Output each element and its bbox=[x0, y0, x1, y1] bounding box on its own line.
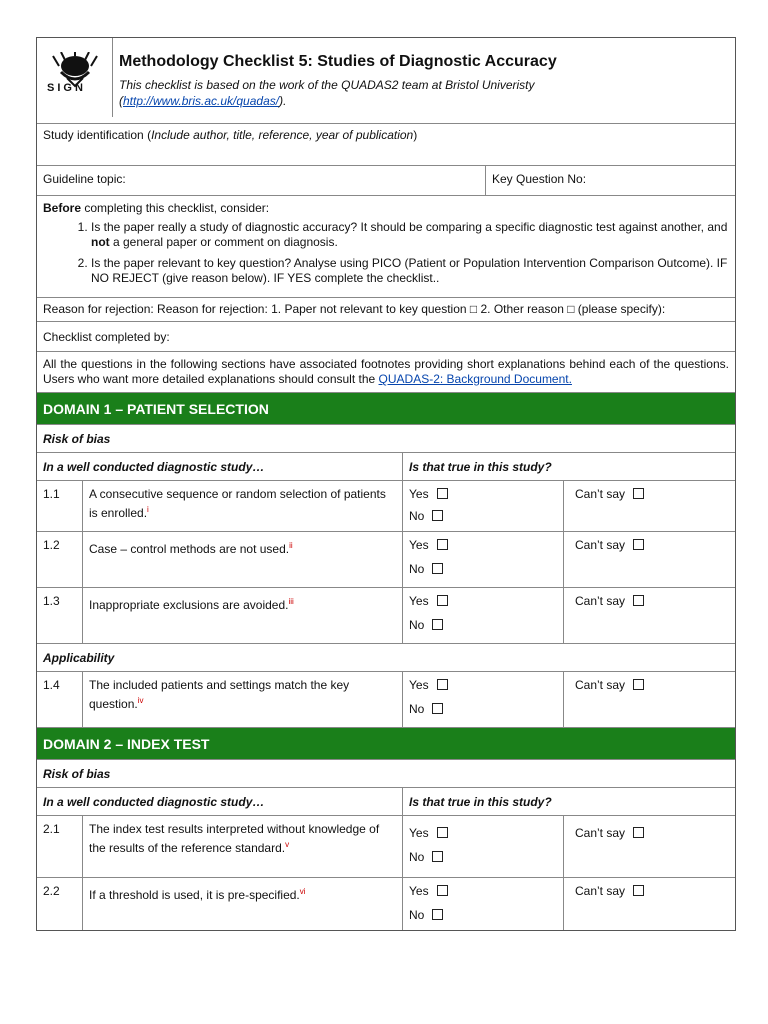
cant-say-label: Can’t say bbox=[575, 678, 626, 692]
answer-divider bbox=[563, 532, 564, 587]
no-label: No bbox=[409, 509, 425, 523]
cant-say-label: Can’t say bbox=[575, 884, 626, 898]
question-text bbox=[83, 481, 403, 531]
cant-say-label: Can’t say bbox=[575, 538, 626, 552]
cant-say-label: Can’t say bbox=[575, 487, 626, 501]
rejection-reason[interactable]: Reason for rejection: Reason for rejection: 1. Paper not relevant to key question □ 2. Other reason □ (please specify): bbox=[37, 298, 735, 322]
question-row-2-1 bbox=[37, 816, 735, 878]
no-option[interactable] bbox=[409, 908, 443, 922]
cant-say-checkbox[interactable] bbox=[633, 885, 644, 896]
question-header-row bbox=[37, 788, 735, 816]
question-number: 1.4 bbox=[37, 672, 83, 727]
risk-of-bias-label: Risk of bias bbox=[37, 425, 735, 453]
question-text-content: If a threshold is used, it is pre-specified. bbox=[89, 888, 300, 902]
answer-cell bbox=[403, 672, 733, 727]
question-text-content: The included patients and settings match the key question. bbox=[89, 678, 350, 711]
question-number: 2.2 bbox=[37, 878, 83, 930]
question-row-1-3 bbox=[37, 588, 735, 644]
no-checkbox[interactable] bbox=[432, 510, 443, 521]
footnote-intro-text: All the questions in the following sections have associated footnotes providing short explanations behind each of the questions. Users who want more detailed explanations should consult the bbox=[43, 357, 729, 386]
domain-2-header: DOMAIN 2 – INDEX TEST bbox=[37, 728, 735, 760]
footnote-marker: ii bbox=[289, 541, 293, 550]
yes-option[interactable] bbox=[409, 826, 448, 840]
question-row-1-1 bbox=[37, 481, 735, 532]
quadas-link[interactable]: http://www.bris.ac.uk/quadas/ bbox=[123, 94, 280, 108]
question-row-1-2 bbox=[37, 532, 735, 588]
yes-checkbox[interactable] bbox=[437, 885, 448, 896]
yes-option[interactable] bbox=[409, 487, 448, 501]
answer-column-header: Is that true in this study? bbox=[409, 795, 552, 809]
domain-1-header: DOMAIN 1 – PATIENT SELECTION bbox=[37, 393, 735, 425]
answer-cell bbox=[403, 878, 733, 930]
answer-divider bbox=[563, 481, 564, 531]
cant-say-option[interactable] bbox=[575, 487, 644, 501]
footnote-marker: iv bbox=[137, 696, 144, 705]
yes-checkbox[interactable] bbox=[437, 539, 448, 550]
yes-checkbox[interactable] bbox=[437, 679, 448, 690]
cant-say-option[interactable] bbox=[575, 884, 644, 898]
checklist-header bbox=[37, 38, 735, 124]
yes-label: Yes bbox=[409, 678, 429, 692]
cant-say-label: Can’t say bbox=[575, 826, 626, 840]
applicability-label: Applicability bbox=[37, 644, 735, 672]
study-identification-field[interactable] bbox=[37, 124, 735, 166]
before-instructions bbox=[37, 196, 735, 298]
footnote-marker: vi bbox=[299, 887, 306, 896]
subtitle-close: ). bbox=[279, 94, 287, 108]
answer-column-header: Is that true in this study? bbox=[409, 460, 552, 474]
yes-option[interactable] bbox=[409, 538, 448, 552]
completed-by-field[interactable]: Checklist completed by: bbox=[37, 322, 735, 352]
question-number: 2.1 bbox=[37, 816, 83, 877]
before-item-1 bbox=[91, 220, 729, 250]
yes-checkbox[interactable] bbox=[437, 595, 448, 606]
key-question-field[interactable]: Key Question No: bbox=[492, 172, 587, 186]
cant-say-label: Can’t say bbox=[575, 594, 626, 608]
question-text bbox=[83, 532, 403, 587]
answer-cell bbox=[403, 588, 733, 643]
quadas-background-link[interactable]: QUADAS-2: Background Document. bbox=[378, 372, 572, 386]
no-label: No bbox=[409, 908, 425, 922]
no-option[interactable] bbox=[409, 618, 443, 632]
answer-divider bbox=[563, 816, 564, 877]
no-label: No bbox=[409, 562, 425, 576]
answer-cell bbox=[403, 816, 733, 877]
cant-say-option[interactable] bbox=[575, 826, 644, 840]
footnote-marker: v bbox=[285, 840, 290, 849]
no-label: No bbox=[409, 850, 425, 864]
yes-label: Yes bbox=[409, 884, 429, 898]
question-text-content: A consecutive sequence or random selection of patients is enrolled. bbox=[89, 487, 386, 520]
before-rest: completing this checklist, consider: bbox=[81, 201, 270, 215]
yes-option[interactable] bbox=[409, 884, 448, 898]
subtitle-open: ( bbox=[119, 94, 123, 108]
study-id-label: Study identification ( bbox=[43, 128, 152, 142]
cant-say-checkbox[interactable] bbox=[633, 679, 644, 690]
logo-divider bbox=[112, 38, 113, 117]
question-text-content: Case – control methods are not used. bbox=[89, 542, 290, 556]
yes-option[interactable] bbox=[409, 594, 448, 608]
no-label: No bbox=[409, 618, 425, 632]
question-text bbox=[83, 816, 403, 877]
no-checkbox[interactable] bbox=[432, 619, 443, 630]
logo-text: SIGN bbox=[47, 82, 86, 94]
risk-of-bias-label: Risk of bias bbox=[37, 760, 735, 788]
yes-checkbox[interactable] bbox=[437, 827, 448, 838]
no-checkbox[interactable] bbox=[432, 703, 443, 714]
yes-label: Yes bbox=[409, 594, 429, 608]
cant-say-checkbox[interactable] bbox=[633, 827, 644, 838]
no-checkbox[interactable] bbox=[432, 851, 443, 862]
page-subtitle bbox=[119, 77, 679, 109]
cant-say-checkbox[interactable] bbox=[633, 595, 644, 606]
yes-checkbox[interactable] bbox=[437, 488, 448, 499]
before-list bbox=[43, 220, 729, 286]
cant-say-option[interactable] bbox=[575, 678, 644, 692]
before-item-1-text-a: Is the paper really a study of diagnostic accuracy? It should be comparing a specific diagnostic test against another, and bbox=[91, 220, 728, 234]
no-label: No bbox=[409, 702, 425, 716]
no-option[interactable] bbox=[409, 702, 443, 716]
guideline-topic-field[interactable]: Guideline topic: bbox=[37, 166, 486, 195]
no-option[interactable] bbox=[409, 562, 443, 576]
yes-label: Yes bbox=[409, 487, 429, 501]
before-item-1-bold: not bbox=[91, 235, 110, 249]
no-checkbox[interactable] bbox=[432, 909, 443, 920]
question-number: 1.2 bbox=[37, 532, 83, 587]
before-item-1-text-b: a general paper or comment on diagnosis. bbox=[109, 235, 338, 249]
question-text bbox=[83, 878, 403, 930]
answer-cell bbox=[403, 481, 733, 531]
footnote-marker: iii bbox=[288, 597, 294, 606]
footnote-marker: i bbox=[147, 505, 149, 514]
question-row-2-2 bbox=[37, 878, 735, 930]
question-column-header: In a well conducted diagnostic study… bbox=[37, 453, 403, 480]
question-column-header: In a well conducted diagnostic study… bbox=[37, 788, 403, 815]
yes-option[interactable] bbox=[409, 678, 448, 692]
question-text bbox=[83, 588, 403, 643]
cant-say-checkbox[interactable] bbox=[633, 488, 644, 499]
answer-divider bbox=[563, 878, 564, 930]
subtitle-text: This checklist is based on the work of the QUADAS2 team at Bristol Univeristy bbox=[119, 78, 535, 92]
study-id-hint: Include author, title, reference, year of publication bbox=[151, 128, 414, 142]
yes-label: Yes bbox=[409, 826, 429, 840]
question-number: 1.1 bbox=[37, 481, 83, 531]
checklist-sheet bbox=[36, 37, 736, 931]
sign-thistle-logo-icon bbox=[45, 52, 105, 102]
question-header-row bbox=[37, 453, 735, 481]
answer-divider bbox=[563, 588, 564, 643]
question-number: 1.3 bbox=[37, 588, 83, 643]
answer-divider bbox=[563, 672, 564, 727]
cant-say-checkbox[interactable] bbox=[633, 539, 644, 550]
yes-label: Yes bbox=[409, 538, 429, 552]
before-item-2: 2. Is the paper relevant to key question? Analyse using PICO (Patient or Population Intervention Comparison Outcome). IF NO REJECT (give reason below). IF YES complete the checklist.. bbox=[91, 256, 729, 286]
no-option[interactable] bbox=[409, 850, 443, 864]
question-row-1-4 bbox=[37, 672, 735, 728]
before-bold: Before bbox=[43, 201, 82, 215]
question-text bbox=[83, 672, 403, 727]
cant-say-option[interactable] bbox=[575, 594, 644, 608]
no-checkbox[interactable] bbox=[432, 563, 443, 574]
question-text-content: Inappropriate exclusions are avoided. bbox=[89, 598, 289, 612]
page-title: Methodology Checklist 5: Studies of Diagnostic Accuracy bbox=[119, 53, 557, 70]
study-id-close: ) bbox=[413, 128, 418, 142]
footnote-intro bbox=[37, 352, 735, 393]
cant-say-option[interactable] bbox=[575, 538, 644, 552]
answer-cell bbox=[403, 532, 733, 587]
question-text-content: The index test results interpreted without knowledge of the results of the reference standard. bbox=[89, 822, 380, 855]
no-option[interactable] bbox=[409, 509, 443, 523]
topic-row bbox=[37, 166, 735, 196]
